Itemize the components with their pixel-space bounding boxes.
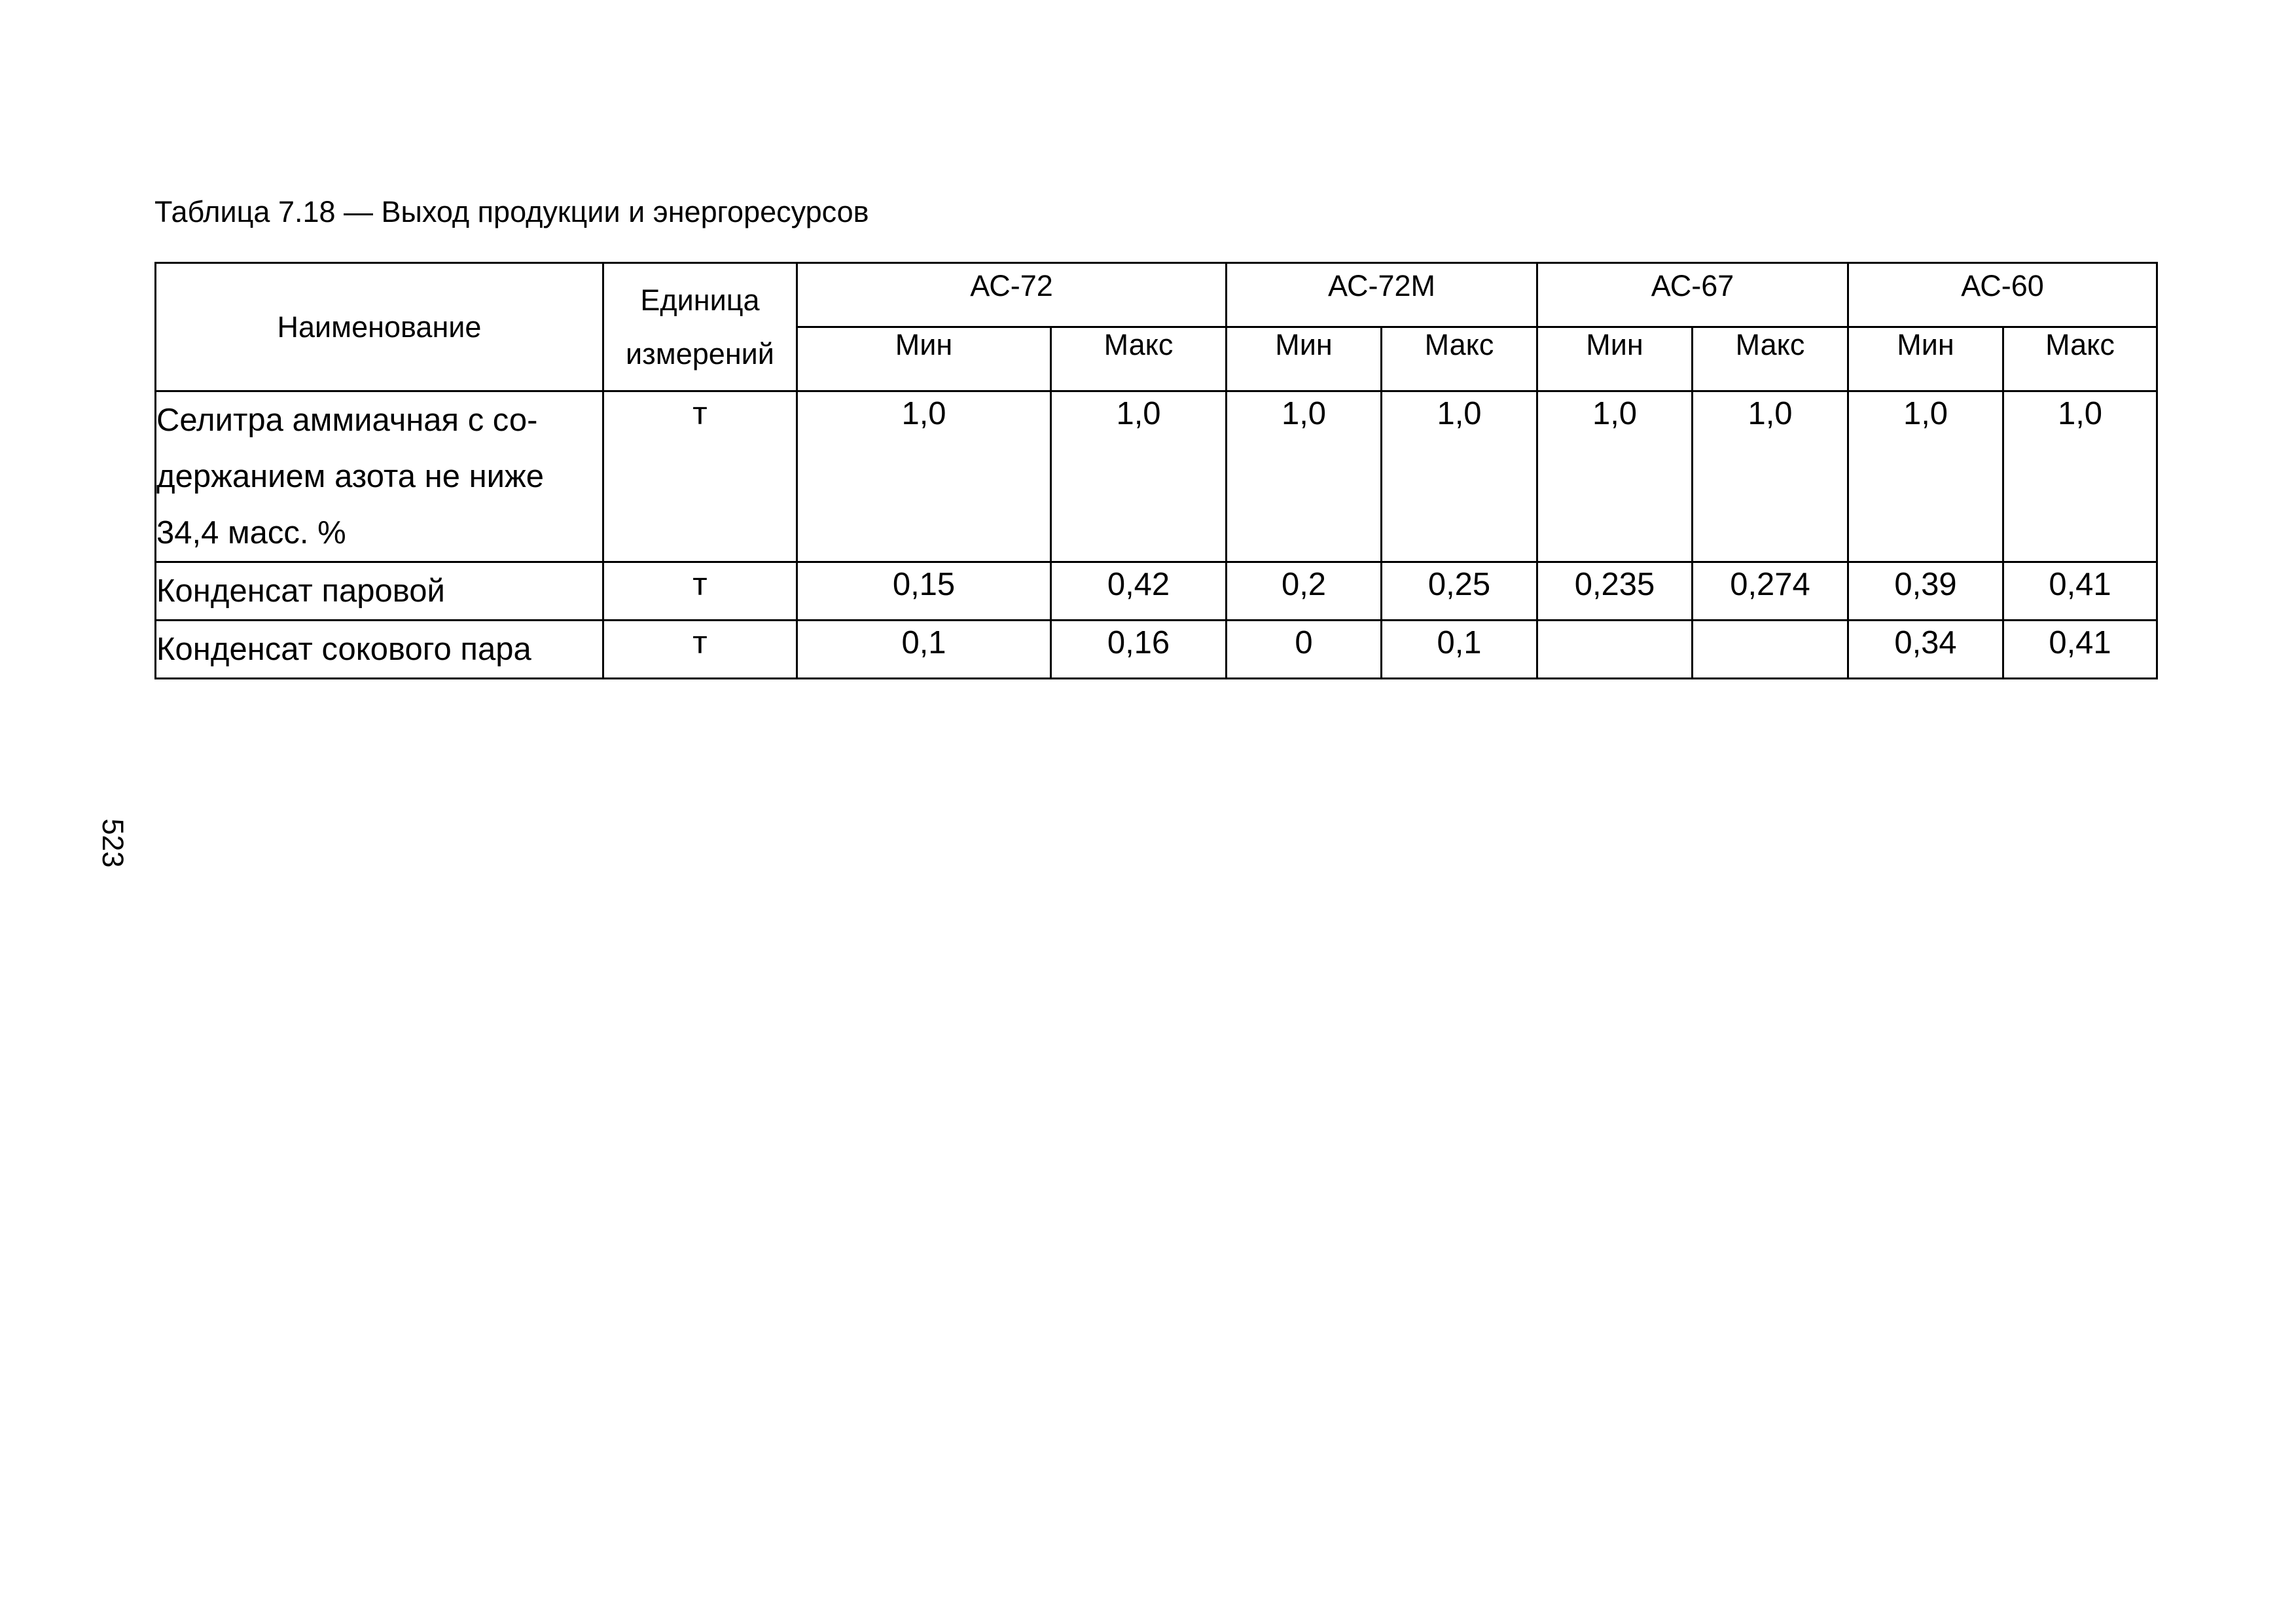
row-unit: т <box>603 621 797 679</box>
table-row <box>156 562 2157 621</box>
cell-as72-min: 0,15 <box>797 562 1051 621</box>
row-unit: т <box>603 391 797 562</box>
table-row <box>156 621 2157 679</box>
header-sub-min: Мин <box>1537 327 1693 391</box>
header-sub-max: Макс <box>2003 327 2157 391</box>
cell-as67-max <box>1693 621 1848 679</box>
cell-as72-max: 0,16 <box>1051 621 1227 679</box>
row-name-line: держанием азота не ниже <box>156 459 545 494</box>
header-sub-min: Мин <box>797 327 1051 391</box>
cell-as67-min: 1,0 <box>1537 391 1693 562</box>
cell-as72m-min: 1,0 <box>1227 391 1382 562</box>
cell-as72m-max: 0,25 <box>1382 562 1537 621</box>
cell-as60-max: 0,41 <box>2003 562 2157 621</box>
cell-as72-min: 1,0 <box>797 391 1051 562</box>
header-name: Наименование <box>156 263 603 391</box>
cell-as60-min: 0,34 <box>1848 621 2003 679</box>
header-group-as60: АС-60 <box>1848 263 2157 327</box>
cell-as60-min: 1,0 <box>1848 391 2003 562</box>
header-sub-max: Макс <box>1051 327 1227 391</box>
cell-as72-min: 0,1 <box>797 621 1051 679</box>
header-unit <box>603 263 797 391</box>
row-name <box>156 391 603 562</box>
cell-as67-min <box>1537 621 1693 679</box>
cell-as72m-max: 0,1 <box>1382 621 1537 679</box>
row-name-line: Конденсат сокового пара <box>156 632 531 667</box>
cell-as60-min: 0,39 <box>1848 562 2003 621</box>
row-name-line: 34,4 масс. % <box>156 515 346 550</box>
table-row <box>156 391 2157 562</box>
yield-table <box>154 262 2158 679</box>
cell-as67-max: 0,274 <box>1693 562 1848 621</box>
header-unit-line2: измерений <box>626 336 774 370</box>
header-sub-min: Мин <box>1227 327 1382 391</box>
row-name-line: Селитра аммиачная с со- <box>156 403 538 438</box>
row-name <box>156 621 603 679</box>
header-group-as67: АС-67 <box>1537 263 1848 327</box>
header-group-as72m: АС-72М <box>1227 263 1537 327</box>
header-unit-line1: Единица <box>640 283 760 317</box>
header-sub-max: Макс <box>1693 327 1848 391</box>
cell-as72-max: 0,42 <box>1051 562 1227 621</box>
cell-as67-max: 1,0 <box>1693 391 1848 562</box>
cell-as72-max: 1,0 <box>1051 391 1227 562</box>
page-number: 523 <box>96 818 130 868</box>
table-caption: Таблица 7.18 — Выход продукции и энергоресурсов <box>154 195 869 228</box>
cell-as72m-min: 0 <box>1227 621 1382 679</box>
cell-as72m-max: 1,0 <box>1382 391 1537 562</box>
header-row-groups <box>156 263 2157 327</box>
header-sub-min: Мин <box>1848 327 2003 391</box>
cell-as60-max: 1,0 <box>2003 391 2157 562</box>
row-unit: т <box>603 562 797 621</box>
row-name-line: Конденсат паровой <box>156 573 445 609</box>
header-group-as72: АС-72 <box>797 263 1227 327</box>
cell-as60-max: 0,41 <box>2003 621 2157 679</box>
header-sub-max: Макс <box>1382 327 1537 391</box>
cell-as72m-min: 0,2 <box>1227 562 1382 621</box>
cell-as67-min: 0,235 <box>1537 562 1693 621</box>
row-name <box>156 562 603 621</box>
